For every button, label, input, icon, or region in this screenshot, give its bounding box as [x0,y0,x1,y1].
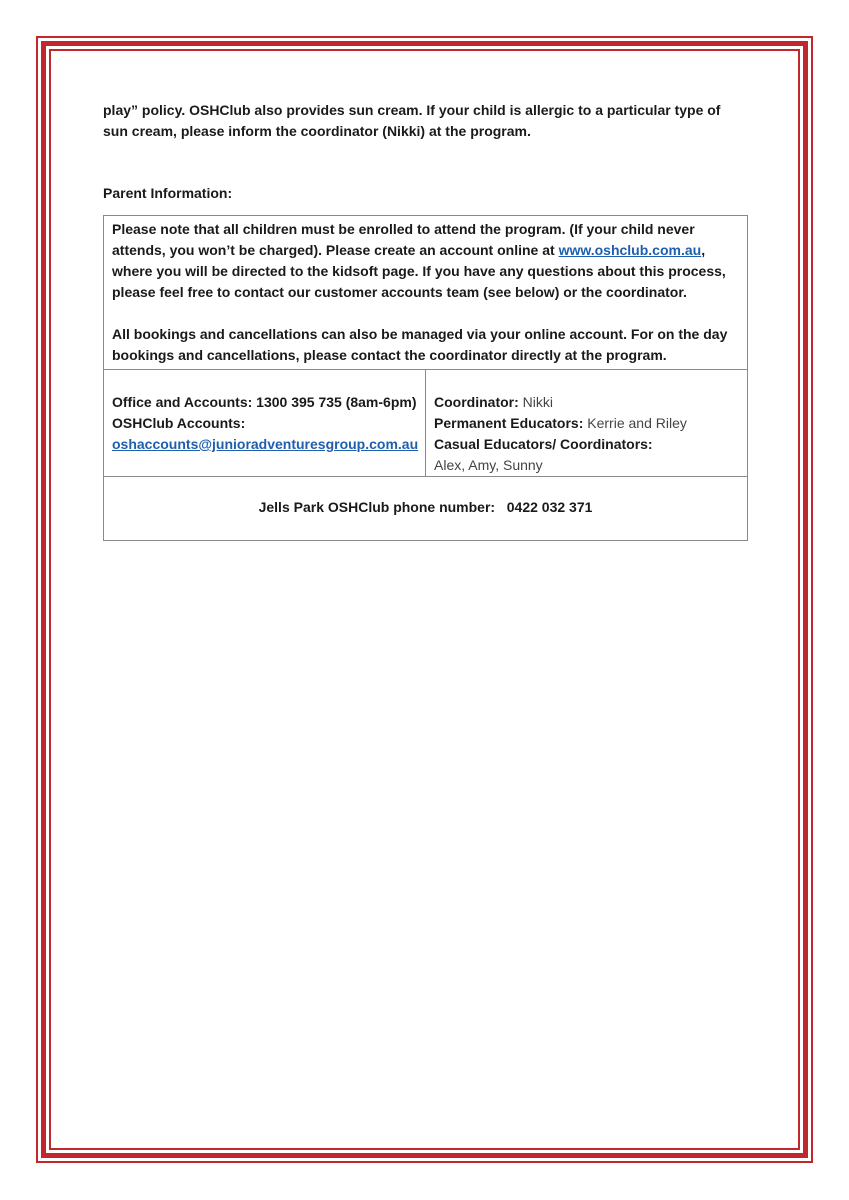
coordinator-label: Coordinator: [434,394,519,410]
parent-info-table [103,215,748,541]
staff-cell [426,370,748,477]
office-phone-line: Office and Accounts: 1300 395 735 (8am-6pm) [112,394,417,410]
accounts-label: OSHClub Accounts: [112,415,246,431]
enrolment-paragraph [112,219,739,303]
permanent-educators-value: Kerrie and Riley [583,415,687,431]
office-contact-cell [104,370,426,477]
program-phone-label: Jells Park OSHClub phone number: [258,499,496,515]
enrolment-text-end: , where you will be directed to the kidsoft page. If you have any questions about this process, please feel free to contact our customer accounts team (see below) or the coordinator. [112,242,726,300]
casual-educators-value: Alex, Amy, Sunny [434,457,543,473]
program-phone-number: 0422 032 371 [506,499,593,515]
document-content [103,100,748,541]
accounts-email-link[interactable]: oshaccounts@junioradventuresgroup.com.au [112,436,419,452]
oshclub-website-link[interactable]: www.oshclub.com.au [558,242,702,258]
permanent-educators-line [434,413,739,434]
table-row [104,477,748,541]
table-row [104,370,748,477]
casual-educators-label: Casual Educators/ Coordinators: [434,436,653,452]
bookings-paragraph: All bookings and cancellations can also be managed via your online account. For on the day bookings and cancellations, please contact the coordinator directly at the program. [112,326,728,363]
permanent-educators-label: Permanent Educators: [434,415,584,431]
coordinator-line [434,392,739,413]
intro-paragraph: play” policy. OSHClub also provides sun cream. If your child is allergic to a particular type of sun cream, please inform the coordinator (Nikki) at the program. [103,102,721,139]
coordinator-value: Nikki [518,394,553,410]
program-phone-cell [104,477,748,541]
section-heading: Parent Information: [103,185,233,201]
table-row [104,216,748,370]
enrolment-text-start: Please note that all children must be enrolled to attend the program. (If your child never attends, you won’t be charged). Please create an account online at [112,221,695,258]
enrolment-notice-cell [104,216,748,370]
